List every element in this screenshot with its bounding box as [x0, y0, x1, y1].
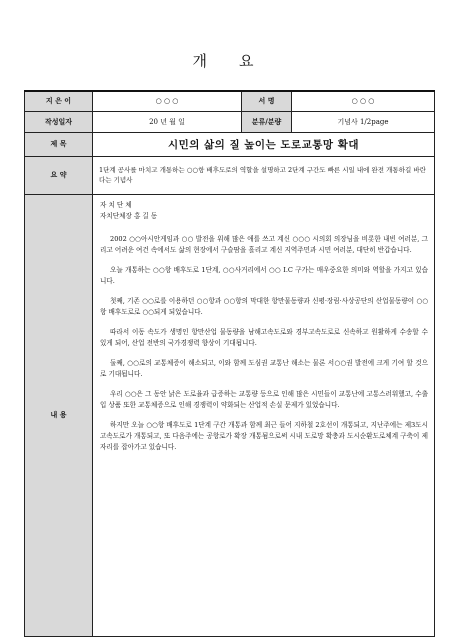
content-row — [25, 194, 435, 636]
summary-label: 요 약 — [25, 156, 93, 194]
content-paragraph: 우리 ○○은 그 동안 낡은 도로율과 급증하는 교통량 등으로 인해 많은 시민들이 교통난에 고통스러워했고, 수출입 상품 또한 교통체증으로 인해 경쟁력이 약화되는 산업적 손실 문제가 있었습니다. — [100, 389, 428, 409]
content-paragraph: 따라서 이동 속도가 생명인 항만산업 물동량을 남해고속도로와 경부고속도로로 신속하고 원활하게 수송할 수 있게 되어, 산업 전반의 국가경쟁력 향상이 기대됩니다. — [100, 327, 428, 347]
date-row — [25, 111, 435, 132]
content-body — [93, 194, 435, 636]
subject-label: 제 목 — [25, 132, 93, 156]
summary-value: 1단계 공사를 마치고 개통하는 ○○항 배후도로의 역할을 설명하고 2단계 구간도 빠른 시일 내에 완전 개통하길 바란다는 기념사 — [93, 156, 435, 194]
author-value: ○ ○ ○ — [93, 91, 242, 111]
date-value: 20 년 월 일 — [93, 111, 242, 132]
date-label: 작성일자 — [25, 111, 93, 132]
category-label: 분류/분량 — [242, 111, 292, 132]
content-paragraph: 2002 ○○아시안게임과 ○○ 발전을 위해 많은 애를 쓰고 계신 ○○○ 시의회 의장님을 비롯한 내빈 여러분, 그리고 어려운 여건 속에서도 삶의 현장에서 구슬땀을 흘리고 계신 지역주민과 시민 여러분, 대단히 반갑습니다. — [100, 234, 428, 254]
category-value: 기념사 1/2page — [292, 111, 435, 132]
content-paragraph: 오늘 개통하는 ○○항 배후도로 1단계, ○○사거리에서 ○○ I.C 구가는 매우중요한 의미와 역할을 가지고 있습니다. — [100, 265, 428, 285]
content-paragraph: 하지만 오늘 ○○항 배후도로 1단계 구간 개통과 함께 최근 들어 지하철 2호선이 개통되고, 지난주에는 제3도시고속도로가 개통되고, 또 다음주에는 공항로가 확장 개통됨으로써 시내 도로망 확충과 도시순환도로체계 구축이 제자리를 잡아가고 있습니다. — [100, 420, 428, 451]
book-title-label: 서 명 — [242, 91, 292, 111]
author-label: 지 은 이 — [25, 91, 93, 111]
title-char-2: 요 — [239, 52, 258, 70]
subject-value: 시민의 삶의 질 높이는 도로교통망 확대 — [93, 132, 435, 156]
title-char-1: 개 — [192, 52, 211, 70]
summary-row — [25, 156, 435, 194]
subject-row — [25, 132, 435, 156]
summary-form-table — [24, 90, 435, 637]
content-org: 자 치 단 체 — [100, 200, 132, 209]
author-row — [25, 91, 435, 111]
content-paragraph: 둘째, ○○로의 교통체증이 해소되고, 이와 함께 도심권 교통난 해소는 물론 서○○권 발전에 크게 기여 할 것으로 기대됩니다. — [100, 358, 428, 378]
content-paragraph: 첫째, 기존 ○○로를 이용하던 ○○항과 ○○항의 막대한 항만물동량과 신평·장림·사상공단의 산업물동량이 ○○항 배후도로로 ○○되게 되었습니다. — [100, 296, 428, 316]
content-label: 내 용 — [25, 194, 93, 636]
book-title-value: ○ ○ ○ — [292, 91, 435, 111]
page-title — [0, 50, 450, 71]
content-speaker: 자치단체장 홍 길 동 — [100, 211, 158, 220]
